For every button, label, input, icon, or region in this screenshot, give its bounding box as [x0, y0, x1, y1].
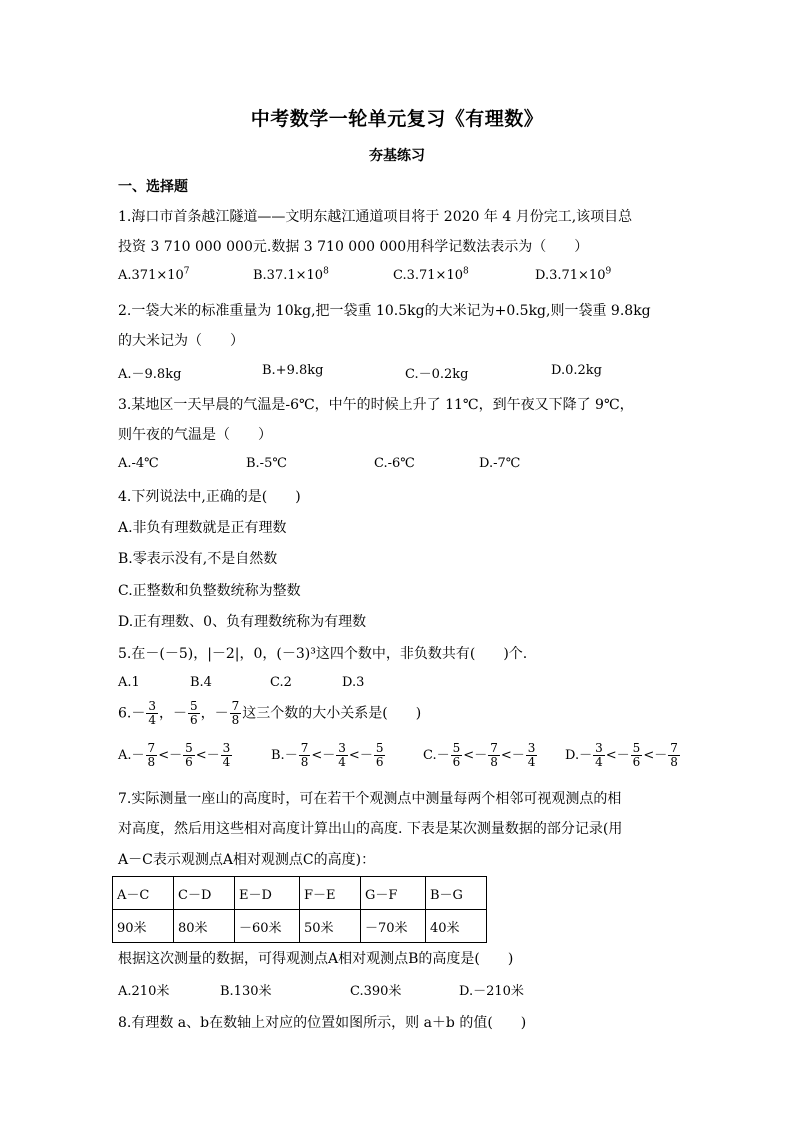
q2-option-d: D.0.2kg [551, 363, 602, 378]
q3-option-a: A.-4℃ [118, 456, 159, 471]
q6-option-a: A.－ $\frac{7}{8}$ <－ $\frac{5}{6}$ <－ $\frac{3}{4}$ [118, 741, 231, 769]
table-cell: －60米 [235, 910, 300, 943]
q4-text: 4.下列说法中,正确的是( ) [118, 489, 301, 505]
table-cell: C－D [174, 877, 235, 910]
table-cell: 80米 [174, 910, 235, 943]
q2-option-c: C.－0.2kg [405, 367, 469, 382]
q6-fraction-2: $\frac{5}{6}$ [190, 699, 198, 727]
table-cell: －70米 [361, 910, 426, 943]
q2-option-a: A.－9.8kg [118, 367, 182, 382]
q3-option-d: D.-7℃ [479, 456, 521, 471]
q3-text-line2: 则午夜的气温是（ ） [118, 427, 272, 443]
q5-text: 5.在－(－5)，|－2|，0，(－3)³这四个数中，非负数共有( )个. [118, 646, 528, 662]
q8-text: 8.有理数 a、b在数轴上对应的位置如图所示，则 a＋b 的值( ) [118, 1015, 527, 1031]
q6-option-c: C.－ $\frac{5}{6}$ <－ $\frac{7}{8}$ <－ $\frac{3}{4}$ [423, 741, 536, 769]
q1-text-line1: 1.海口市首条越江隧道——文明东越江通道项目将于 2020 年 4 月份完工,该项目总 [118, 209, 633, 225]
q6-option-d: D.－ $\frac{3}{4}$ <－ $\frac{5}{6}$ <－ $\frac{7}{8}$ [565, 741, 678, 769]
table-cell: B－G [426, 877, 487, 910]
q2-option-b: B.+9.8kg [262, 363, 324, 378]
section-heading: 一、选择题 [118, 179, 188, 195]
q7-option-a: A.210米 [118, 984, 170, 999]
q7-text-line1: 7.实际测量一座山的高度时，可在若干个观测点中测量每两个相邻可视观测点的相 [118, 791, 622, 807]
q7-text-line2: 对高度，然后用这些相对高度计算出山的高度. 下表是某次测量数据的部分记录(用 [118, 821, 623, 837]
q1-text-line2: 投资 3 710 000 000元.数据 3 710 000 000用科学记数法表示为（ ） [118, 239, 589, 255]
q5-option-d: D.3 [342, 675, 365, 690]
q4-option-d: D.正有理数、0、负有理数统称为有理数 [118, 614, 367, 630]
q4-option-b: B.零表示没有,不是自然数 [118, 551, 278, 567]
table-cell: E－D [235, 877, 300, 910]
page-subtitle: 夯基练习 [369, 148, 425, 164]
q1-option-c: $C.3.71\times 10^8$ [393, 266, 469, 283]
q6-option-b: B.－ $\frac{7}{8}$ <－ $\frac{3}{4}$ <－ $\frac{5}{6}$ [271, 741, 384, 769]
table-cell: G－F [361, 877, 426, 910]
q5-option-c: C.2 [270, 675, 292, 690]
q1-option-a: $A.371\times 10^7$ [118, 266, 190, 283]
page-title: 中考数学一轮单元复习《有理数》 [250, 108, 544, 130]
q3-option-b: B.-5℃ [246, 456, 287, 471]
table-cell: A－C [113, 877, 174, 910]
q2-text-line2: 的大米记为（ ） [118, 333, 244, 349]
table-cell: 90米 [113, 910, 174, 943]
q7-text-line3: A－C表示观测点A相对观测点C的高度)： [118, 852, 376, 868]
q4-option-a: A.非负有理数就是正有理数 [118, 520, 287, 536]
q3-option-c: C.-6℃ [374, 456, 415, 471]
q7-text-line4: 根据这次测量的数据，可得观测点A相对观测点B的高度是( ) [118, 951, 514, 967]
q5-option-a: A.1 [118, 675, 140, 690]
q4-option-c: C.正整数和负整数统称为整数 [118, 583, 301, 599]
table-cell: F－E [300, 877, 361, 910]
q7-option-c: C.390米 [350, 984, 402, 999]
q3-text-line1: 3.某地区一天早晨的气温是-6℃，中午的时候上升了 11℃，到午夜又下降了 9℃， [118, 397, 634, 413]
q1-option-d: $D.3.71\times 10^9$ [535, 266, 612, 283]
table-cell: 40米 [426, 910, 487, 943]
q7-option-d: D.－210米 [459, 984, 524, 999]
q6-text: 6.－ $\frac{3}{4}$ ，－ $\frac{5}{6}$ ，－ $\frac{7}{8}$ 这三个数的大小关系是( ) [118, 699, 422, 727]
q5-option-b: B.4 [190, 675, 212, 690]
q6-fraction-1: $\frac{3}{4}$ [148, 699, 156, 727]
table-row [113, 910, 487, 943]
table-header-row [113, 877, 487, 910]
q7-option-b: B.130米 [220, 984, 272, 999]
q6-fraction-3: $\frac{7}{8}$ [231, 699, 240, 727]
q7-measurement-table [112, 876, 487, 943]
q1-option-b: $B.37.1\times 10^8$ [253, 266, 329, 283]
table-cell: 50米 [300, 910, 361, 943]
q2-text-line1: 2.一袋大米的标准重量为 10kg,把一袋重 10.5kg的大米记为+0.5kg,则一袋重 9.8kg [118, 303, 651, 319]
